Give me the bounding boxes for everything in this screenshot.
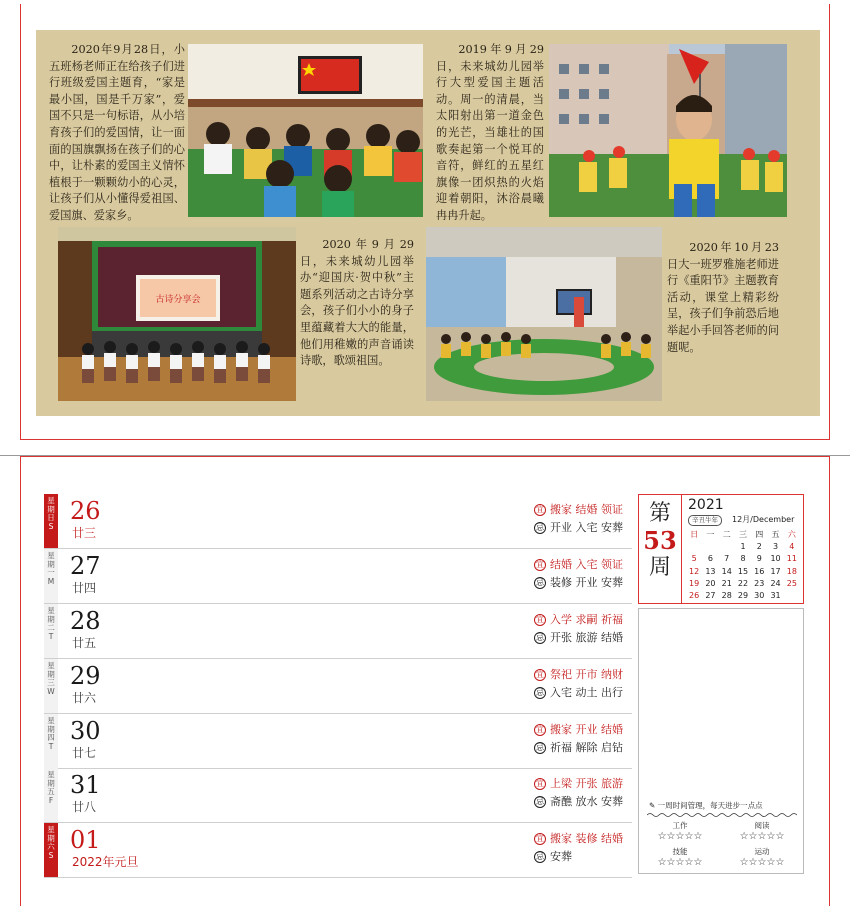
goal-label: 技能 — [672, 847, 688, 856]
week-number: 53 — [643, 526, 677, 555]
ji-tag-icon: 忌 — [536, 633, 544, 642]
day-row[interactable] — [44, 823, 632, 878]
mini-calendar-day: 20 — [705, 578, 716, 588]
auspicious-list: 结婚 入宅 领证 — [550, 558, 623, 571]
photo-flag-raising-ceremony — [549, 44, 787, 217]
mini-calendar-day: 30 — [754, 590, 765, 600]
mini-calendar-day: 31 — [770, 590, 781, 600]
auspicious-activities — [534, 777, 623, 791]
mini-calendar-day: 17 — [770, 566, 781, 576]
mini-calendar-month: 12月/December — [732, 515, 795, 524]
photo-classroom-flag-lesson — [188, 44, 423, 217]
mini-calendar-day: 24 — [770, 578, 781, 588]
yi-tag-icon: 宜 — [536, 779, 544, 788]
inauspicious-activities — [534, 631, 623, 645]
screen-title: 古诗分享会 — [155, 295, 201, 305]
mini-calendar-day: 10 — [770, 554, 781, 564]
notes-motto: ✎ 一周时间管理，每天进步一点点 — [649, 801, 763, 810]
inauspicious-list: 安葬 — [550, 850, 572, 863]
auspicious-activities — [534, 723, 623, 737]
weekday-tab: 星 期 五 F — [44, 768, 58, 822]
day-date: 28 — [70, 607, 101, 635]
article-2-text: 2019年9月29日，未来城幼儿园举行大型爱国主题活动。周一的清晨，当太阳射出第一道金色的光芒，当雄壮的国歌奏起第一个悦耳的音符，鲜红的五星红旗像一团炽热的火焰迎着朝阳，沐浴晨曦冉冉升起。 — [436, 43, 544, 222]
mini-calendar-row — [686, 566, 800, 578]
day-lunar-date: 廿五 — [72, 636, 97, 650]
mini-calendar-row — [686, 553, 800, 565]
ji-tag-icon: 忌 — [536, 578, 544, 587]
mini-calendar-day: 9 — [756, 554, 762, 564]
yi-tag-icon: 宜 — [536, 560, 544, 569]
mini-calendar-ganzhi: 辛丑牛年 — [688, 515, 722, 526]
auspicious-list: 搬家 开业 结婚 — [550, 723, 623, 736]
auspicious-activities — [534, 558, 623, 572]
goal-rating-stars[interactable]: ☆☆☆☆☆ — [739, 857, 785, 868]
goal-label: 工作 — [672, 821, 688, 830]
mini-calendar-day: 27 — [705, 590, 716, 600]
mini-calendar-weekday: 二 — [722, 530, 731, 539]
yi-tag-icon: 宜 — [536, 834, 544, 843]
auspicious-activities — [534, 503, 623, 517]
day-row[interactable] — [44, 768, 632, 823]
goal-label: 阅读 — [754, 821, 770, 830]
notes-motto-text: 一周时间管理，每天进步一点点 — [657, 801, 763, 810]
goal-work — [647, 821, 713, 843]
mini-calendar-day: 21 — [721, 578, 732, 588]
ji-tag-icon: 忌 — [536, 797, 544, 806]
mini-calendar-day — [719, 541, 735, 553]
mini-calendar-row — [686, 529, 800, 541]
inauspicious-list: 开业 入宅 安葬 — [550, 521, 623, 534]
inauspicious-activities — [534, 576, 623, 590]
mini-calendar-grid — [686, 529, 800, 602]
inauspicious-activities — [534, 521, 623, 535]
mini-calendar-day: 28 — [721, 590, 732, 600]
day-row[interactable] — [44, 604, 632, 659]
article-1-text: 2020年9月28日，小五班杨老师正在给孩子们进行班级爱国主题育，“家是最小国，国是千万家”，爱国不只是一句标语，从小培育孩子们的爱国情，让一面面的国旗飘扬在孩子们的心中，让朴素的爱国主义情怀植根于一颗颗幼小的心灵，让孩子们从小懂得爱祖国、爱国旗、爱家乡。 — [49, 43, 185, 222]
week-suffix: 周 — [648, 555, 671, 580]
inauspicious-activities — [534, 850, 572, 864]
mini-calendar-day: 22 — [737, 578, 749, 588]
mini-calendar-row — [686, 541, 800, 553]
day-date: 01 — [70, 826, 101, 854]
yi-tag-icon: 宜 — [536, 505, 544, 514]
article-3-text: 2020年9月29日，未来城幼儿园举办“迎国庆·贺中秋”主题系列活动之古诗分享会，孩子们小小的身子里蕴藏着大大的能量，他们用稚嫩的声音诵读诗歌，歌颂祖国。 — [300, 238, 414, 368]
week-number-box — [638, 494, 682, 604]
mini-calendar-day: 11 — [786, 554, 797, 564]
day-row[interactable] — [44, 659, 632, 714]
wavy-divider — [647, 812, 797, 818]
inauspicious-list: 开张 旅游 结婚 — [550, 631, 623, 644]
auspicious-list: 搬家 装修 结婚 — [550, 832, 623, 845]
auspicious-list: 祭祀 开市 纳财 — [550, 668, 623, 681]
mini-calendar-day: 14 — [721, 566, 732, 576]
inauspicious-activities — [534, 741, 623, 755]
inauspicious-activities — [534, 686, 623, 700]
day-date: 30 — [70, 717, 101, 745]
day-date: 29 — [70, 662, 101, 690]
auspicious-activities — [534, 832, 623, 846]
auspicious-list: 搬家 结婚 领证 — [550, 503, 623, 516]
mini-calendar-day: 23 — [754, 578, 765, 588]
auspicious-list: 入学 求嗣 祈福 — [550, 613, 623, 626]
weekday-tab: 星 期 四 T — [44, 714, 58, 768]
inauspicious-list: 入宅 动土 出行 — [550, 686, 623, 699]
mini-calendar-day: 7 — [724, 554, 730, 564]
mini-calendar-day: 29 — [737, 590, 749, 600]
mini-calendar — [682, 494, 804, 604]
mini-calendar-day: 5 — [691, 554, 697, 564]
day-row[interactable] — [44, 494, 632, 549]
day-lunar-date: 廿六 — [72, 691, 97, 705]
mini-calendar-row — [686, 578, 800, 590]
mini-calendar-day: 25 — [786, 578, 797, 588]
weekly-notes-box[interactable] — [638, 608, 804, 874]
mini-calendar-day: 16 — [754, 566, 765, 576]
mini-calendar-day — [686, 541, 702, 553]
ji-tag-icon: 忌 — [536, 688, 544, 697]
goal-exercise — [729, 847, 795, 869]
mini-calendar-day: 2 — [756, 542, 762, 552]
photo-chongyang-lesson — [426, 227, 662, 401]
week-prefix: 第 — [648, 501, 671, 526]
mini-calendar-day: 4 — [789, 542, 795, 552]
goal-rating-stars[interactable]: ☆☆☆☆☆ — [657, 831, 703, 842]
mini-calendar-day: 19 — [689, 578, 700, 588]
inauspicious-activities — [534, 795, 623, 809]
auspicious-list: 上梁 开张 旅游 — [550, 777, 623, 790]
mini-calendar-weekday: 日 — [690, 530, 699, 539]
mini-calendar-day — [702, 541, 718, 553]
mini-calendar-day: 15 — [737, 566, 749, 576]
mini-calendar-day: 12 — [689, 566, 700, 576]
weekday-tab: 星 期 日 S — [44, 494, 58, 548]
day-date: 31 — [70, 771, 101, 799]
mini-calendar-weekday: 四 — [755, 530, 764, 539]
auspicious-activities — [534, 613, 623, 627]
mini-calendar-row — [686, 590, 800, 602]
mini-calendar-year: 2021 — [688, 497, 724, 513]
goal-label: 运动 — [754, 847, 770, 856]
day-row[interactable] — [44, 714, 632, 769]
weekday-tab: 星 期 三 W — [44, 659, 58, 713]
mini-calendar-day: 3 — [773, 542, 779, 552]
mini-calendar-day — [784, 590, 800, 602]
yi-tag-icon: 宜 — [536, 725, 544, 734]
weekday-tab: 星 期 一 M — [44, 549, 58, 603]
goal-rating-stars[interactable]: ☆☆☆☆☆ — [739, 831, 785, 842]
mini-calendar-weekday: 三 — [738, 530, 747, 539]
inauspicious-list: 装修 开业 安葬 — [550, 576, 623, 589]
day-lunar-date: 廿三 — [72, 526, 97, 540]
weekday-tab: 星 期 二 T — [44, 604, 58, 658]
day-date: 27 — [70, 552, 101, 580]
auspicious-activities — [534, 668, 623, 682]
weekday-tab: 星 期 六 S — [44, 823, 58, 877]
mini-calendar-weekday: 五 — [771, 530, 780, 539]
mini-calendar-day: 13 — [705, 566, 716, 576]
ji-tag-icon: 忌 — [536, 523, 544, 532]
day-row[interactable] — [44, 549, 632, 604]
mini-calendar-day: 18 — [786, 566, 797, 576]
mini-calendar-day: 1 — [740, 542, 746, 552]
day-lunar-date: 廿七 — [72, 746, 97, 760]
mini-calendar-weekday: 六 — [787, 530, 796, 539]
day-lunar-date: 廿四 — [72, 581, 97, 595]
article-4-text: 2020年10月23日大一班罗雅施老师进行《重阳节》主题教育活动，课堂上精彩纷呈，孩子们争前恐后地举起小手回答老师的问题呢。 — [667, 241, 779, 354]
ji-tag-icon: 忌 — [536, 743, 544, 752]
yi-tag-icon: 宜 — [536, 670, 544, 679]
day-date: 26 — [70, 497, 101, 525]
goal-rating-stars[interactable]: ☆☆☆☆☆ — [657, 857, 703, 868]
mini-calendar-day: 26 — [689, 590, 700, 600]
photo-poetry-sharing-stage — [58, 227, 296, 401]
yi-tag-icon: 宜 — [536, 615, 544, 624]
mini-calendar-day: 6 — [707, 554, 713, 564]
inauspicious-list: 斋醮 放水 安葬 — [550, 795, 623, 808]
day-lunar-date: 廿八 — [72, 800, 97, 814]
mini-calendar-day: 8 — [740, 554, 746, 564]
day-lunar-date: 2022年元旦 — [72, 855, 139, 869]
goal-reading — [729, 821, 795, 843]
inauspicious-list: 祈福 解除 启钻 — [550, 741, 623, 754]
goal-skills — [647, 847, 713, 869]
ji-tag-icon: 忌 — [536, 852, 544, 861]
mini-calendar-weekday: 一 — [706, 530, 715, 539]
